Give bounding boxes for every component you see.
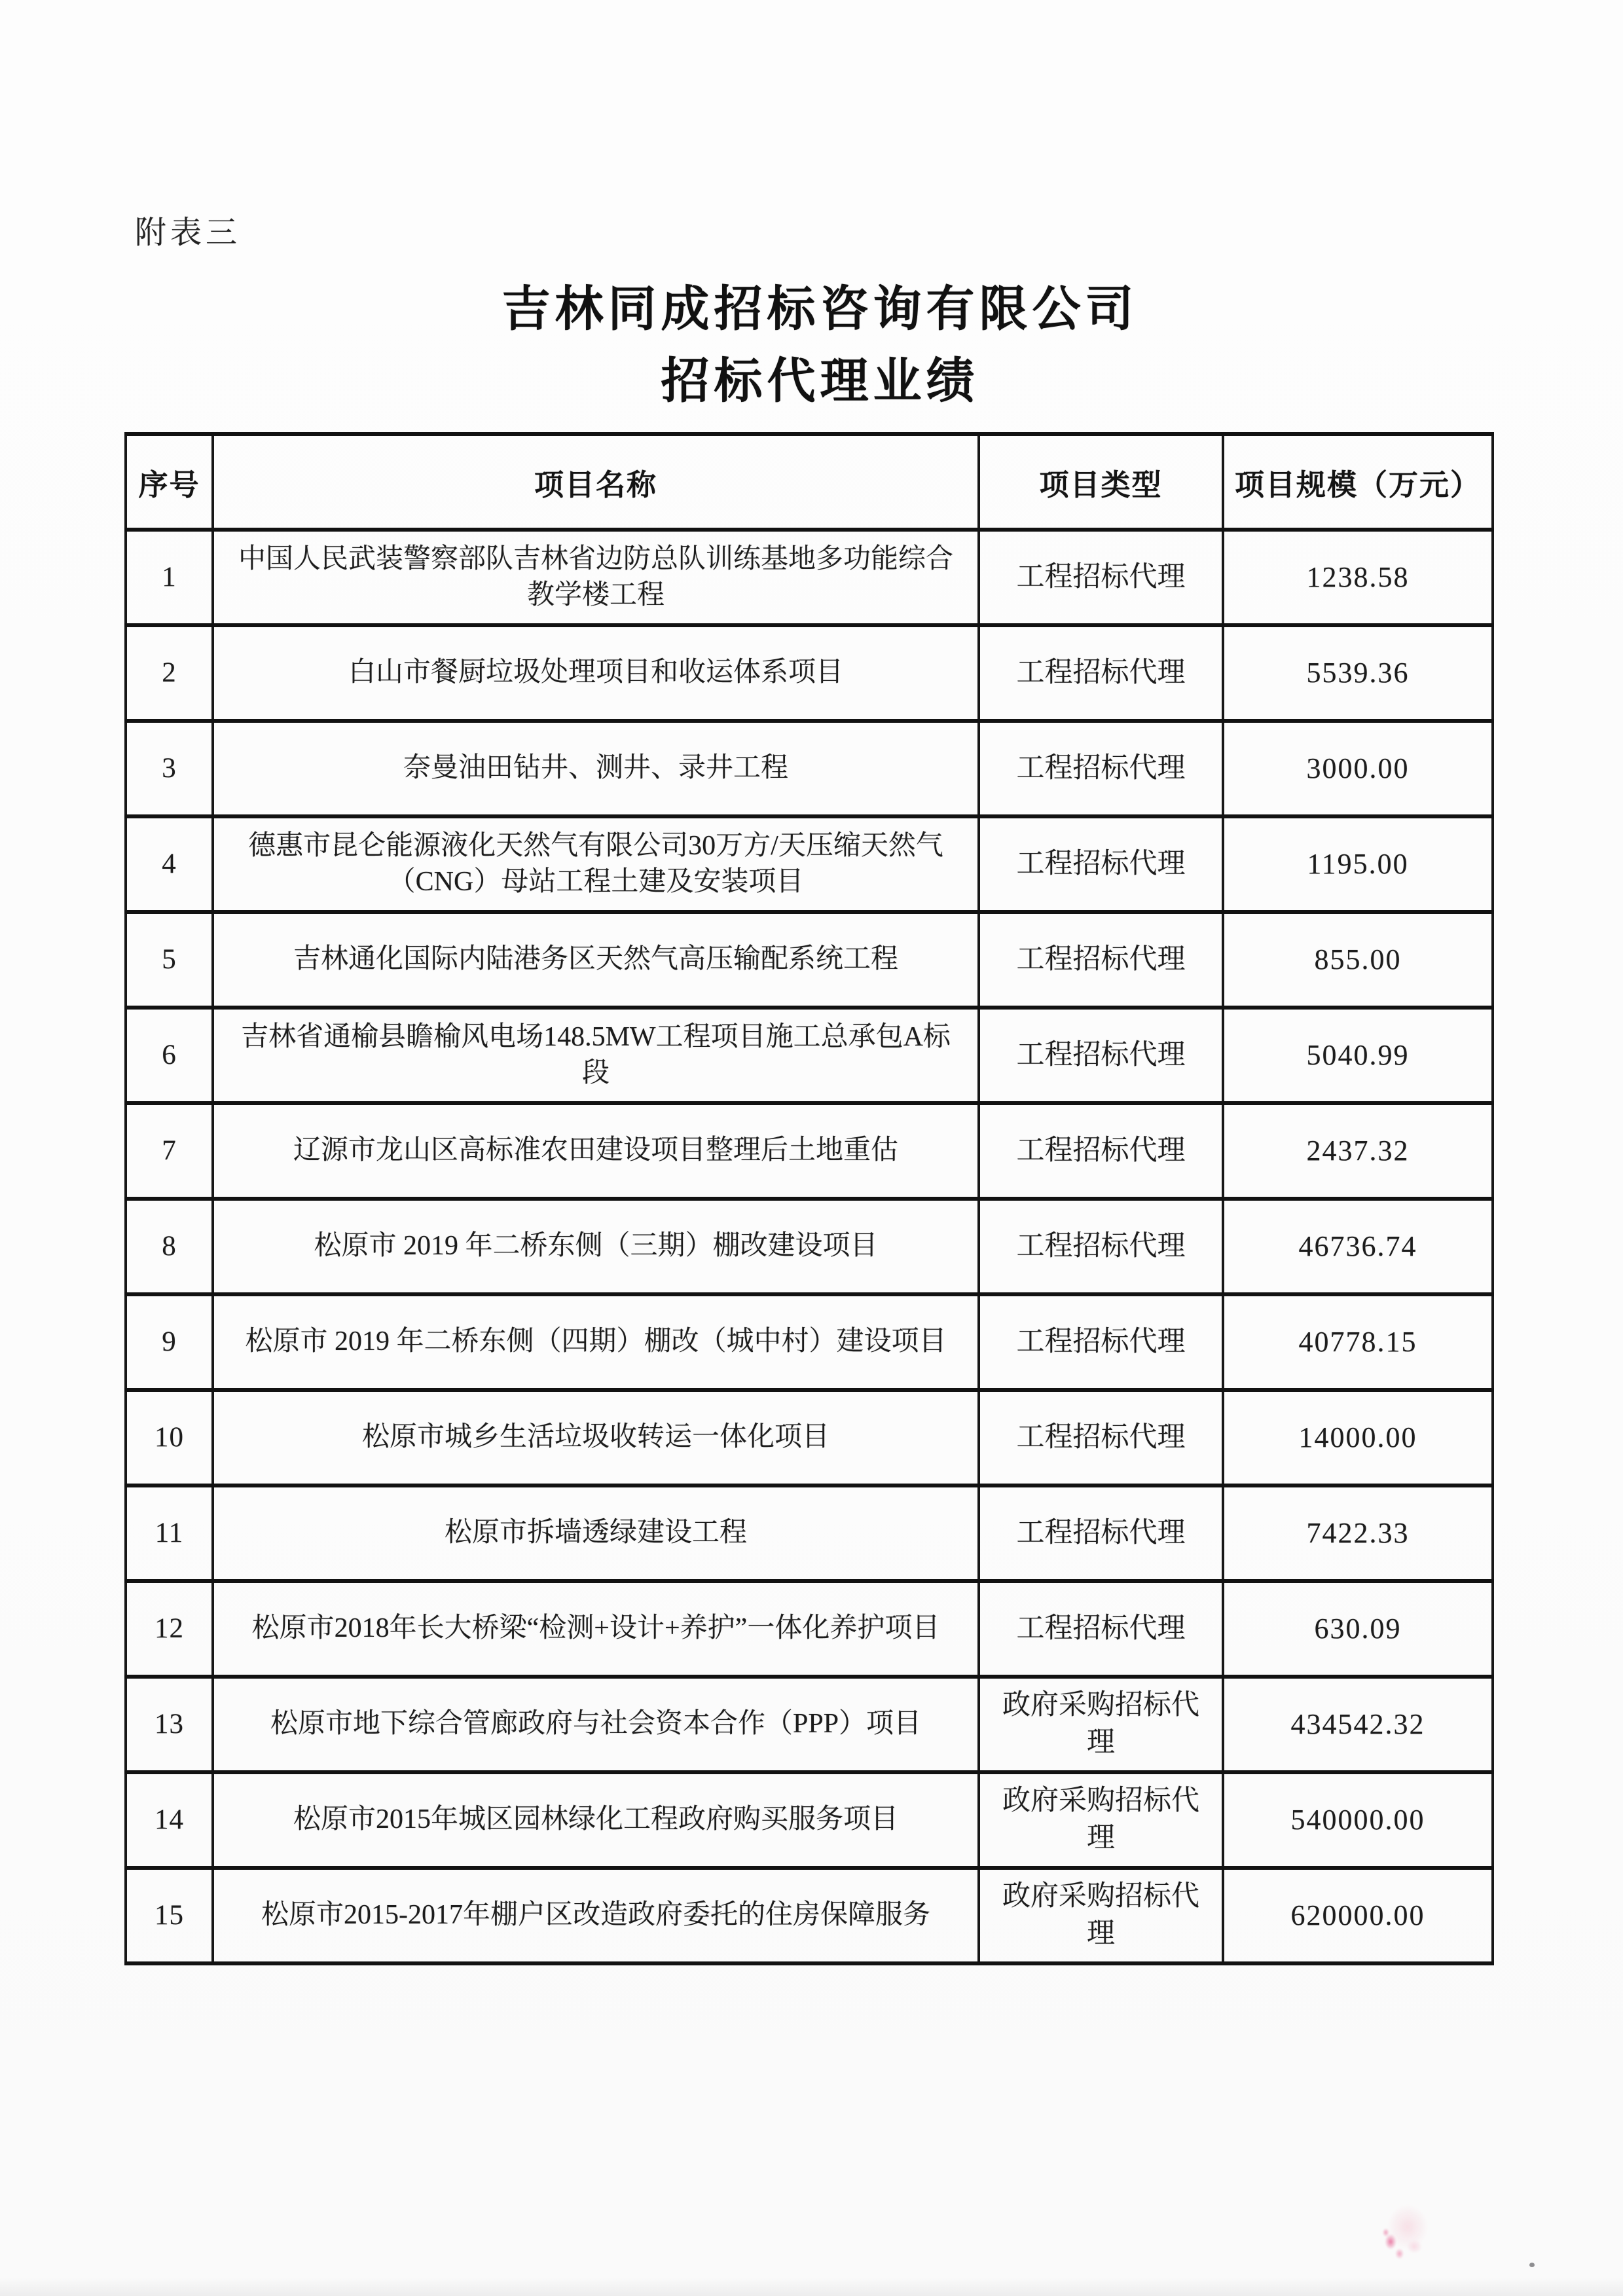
row-number: 11 bbox=[126, 1485, 213, 1581]
project-type-cell: 政府采购招标代理 bbox=[979, 1868, 1223, 1963]
table-row bbox=[126, 1008, 1493, 1103]
attachment-label: 附表三 bbox=[135, 215, 242, 250]
row-number: 7 bbox=[126, 1103, 213, 1199]
project-type-cell: 工程招标代理 bbox=[979, 1008, 1223, 1103]
project-type-cell: 政府采购招标代理 bbox=[979, 1772, 1223, 1868]
row-number: 4 bbox=[126, 816, 213, 912]
table-row bbox=[126, 1103, 1493, 1199]
document-title bbox=[0, 274, 1623, 418]
project-scale-cell: 630.09 bbox=[1223, 1581, 1493, 1677]
row-number: 5 bbox=[126, 912, 213, 1008]
table-header-row bbox=[126, 434, 1493, 530]
row-number: 15 bbox=[126, 1868, 213, 1963]
dust-speck bbox=[1529, 2263, 1535, 2267]
project-name-cell: 吉林通化国际内陆港务区天然气高压输配系统工程 bbox=[213, 912, 979, 1008]
pink-ink-smudge bbox=[1372, 2197, 1440, 2268]
project-type-cell: 工程招标代理 bbox=[979, 1199, 1223, 1294]
project-scale-cell: 46736.74 bbox=[1223, 1199, 1493, 1294]
table-row bbox=[126, 1677, 1493, 1772]
project-name-cell: 松原市 2019 年二桥东侧（三期）棚改建设项目 bbox=[213, 1199, 979, 1294]
project-name-cell: 松原市2015-2017年棚户区改造政府委托的住房保障服务 bbox=[213, 1868, 979, 1963]
table-row bbox=[126, 1772, 1493, 1868]
project-type-cell: 工程招标代理 bbox=[979, 816, 1223, 912]
project-scale-cell: 540000.00 bbox=[1223, 1772, 1493, 1868]
project-type-cell: 工程招标代理 bbox=[979, 530, 1223, 625]
project-name-cell: 奈曼油田钻井、测井、录井工程 bbox=[213, 721, 979, 816]
table-row bbox=[126, 1294, 1493, 1390]
project-scale-cell: 1238.58 bbox=[1223, 530, 1493, 625]
table-row bbox=[126, 816, 1493, 912]
row-number: 1 bbox=[126, 530, 213, 625]
project-scale-cell: 14000.00 bbox=[1223, 1390, 1493, 1485]
title-line-2: 招标代理业绩 bbox=[661, 355, 979, 409]
performance-table-body bbox=[126, 530, 1493, 1963]
project-name-cell: 松原市地下综合管廊政府与社会资本合作（PPP）项目 bbox=[213, 1677, 979, 1772]
project-type-cell: 工程招标代理 bbox=[979, 625, 1223, 721]
project-scale-cell: 434542.32 bbox=[1223, 1677, 1493, 1772]
project-scale-cell: 2437.32 bbox=[1223, 1103, 1493, 1199]
row-number: 6 bbox=[126, 1008, 213, 1103]
project-name-cell: 中国人民武装警察部队吉林省边防总队训练基地多功能综合教学楼工程 bbox=[213, 530, 979, 625]
project-type-cell: 工程招标代理 bbox=[979, 721, 1223, 816]
project-name-cell: 松原市2018年长大桥梁“检测+设计+养护”一体化养护项目 bbox=[213, 1581, 979, 1677]
project-scale-cell: 1195.00 bbox=[1223, 816, 1493, 912]
project-scale-cell: 3000.00 bbox=[1223, 721, 1493, 816]
project-name-cell: 松原市拆墙透绿建设工程 bbox=[213, 1485, 979, 1581]
project-scale-cell: 40778.15 bbox=[1223, 1294, 1493, 1390]
table-row bbox=[126, 1581, 1493, 1677]
table-row bbox=[126, 625, 1493, 721]
row-number: 3 bbox=[126, 721, 213, 816]
project-scale-cell: 620000.00 bbox=[1223, 1868, 1493, 1963]
table-row bbox=[126, 1868, 1493, 1963]
project-name-cell: 松原市 2019 年二桥东侧（四期）棚改（城中村）建设项目 bbox=[213, 1294, 979, 1390]
row-number: 9 bbox=[126, 1294, 213, 1390]
project-scale-cell: 5539.36 bbox=[1223, 625, 1493, 721]
project-scale-cell: 5040.99 bbox=[1223, 1008, 1493, 1103]
project-name-cell: 松原市城乡生活垃圾收转运一体化项目 bbox=[213, 1390, 979, 1485]
project-type-cell: 工程招标代理 bbox=[979, 1485, 1223, 1581]
column-header-no: 序号 bbox=[126, 434, 213, 530]
row-number: 12 bbox=[126, 1581, 213, 1677]
project-type-cell: 工程招标代理 bbox=[979, 1390, 1223, 1485]
project-type-cell: 工程招标代理 bbox=[979, 912, 1223, 1008]
project-type-cell: 政府采购招标代理 bbox=[979, 1677, 1223, 1772]
row-number: 10 bbox=[126, 1390, 213, 1485]
table-row bbox=[126, 1199, 1493, 1294]
project-type-cell: 工程招标代理 bbox=[979, 1581, 1223, 1677]
project-scale-cell: 7422.33 bbox=[1223, 1485, 1493, 1581]
table-row bbox=[126, 721, 1493, 816]
project-name-cell: 吉林省通榆县瞻榆风电场148.5MW工程项目施工总承包A标段 bbox=[213, 1008, 979, 1103]
project-type-cell: 工程招标代理 bbox=[979, 1103, 1223, 1199]
column-header-type: 项目类型 bbox=[979, 434, 1223, 530]
row-number: 2 bbox=[126, 625, 213, 721]
table-row bbox=[126, 912, 1493, 1008]
project-scale-cell: 855.00 bbox=[1223, 912, 1493, 1008]
table-row bbox=[126, 1390, 1493, 1485]
table-row bbox=[126, 530, 1493, 625]
title-line-1: 吉林同成招标咨询有限公司 bbox=[501, 283, 1139, 337]
row-number: 14 bbox=[126, 1772, 213, 1868]
row-number: 13 bbox=[126, 1677, 213, 1772]
row-number: 8 bbox=[126, 1199, 213, 1294]
project-name-cell: 松原市2015年城区园林绿化工程政府购买服务项目 bbox=[213, 1772, 979, 1868]
table-row bbox=[126, 1485, 1493, 1581]
column-header-scale: 项目规模（万元） bbox=[1223, 434, 1493, 530]
column-header-name: 项目名称 bbox=[213, 434, 979, 530]
project-name-cell: 德惠市昆仑能源液化天然气有限公司30万方/天压缩天然气（CNG）母站工程土建及安装项目 bbox=[213, 816, 979, 912]
project-name-cell: 辽源市龙山区高标准农田建设项目整理后土地重估 bbox=[213, 1103, 979, 1199]
project-type-cell: 工程招标代理 bbox=[979, 1294, 1223, 1390]
project-name-cell: 白山市餐厨垃圾处理项目和收运体系项目 bbox=[213, 625, 979, 721]
performance-table bbox=[124, 432, 1494, 1965]
